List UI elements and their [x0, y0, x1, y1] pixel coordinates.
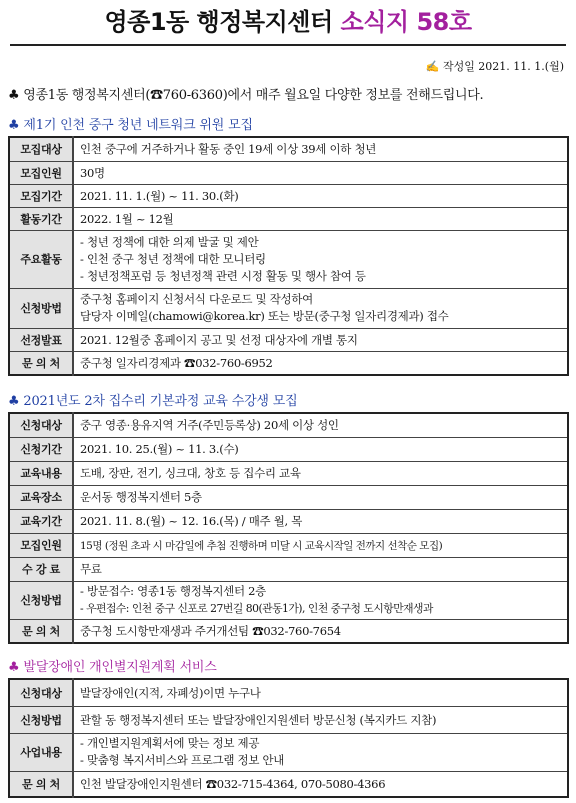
row-value [73, 288, 568, 328]
table-row [9, 619, 568, 643]
row-value [73, 733, 568, 771]
table-row [9, 461, 568, 485]
table-row [9, 679, 568, 706]
club-icon: ♣ [8, 394, 20, 409]
row-value: 30명 [73, 161, 568, 184]
value-line: - 청년 정책에 대한 의제 발굴 및 제안 [80, 234, 259, 249]
row-value: 2021. 12월중 홈페이지 공고 및 선정 대상자에 개별 통지 [73, 328, 568, 351]
row-value: 15명 (정원 초과 시 마감일에 추첨 진행하며 미달 시 교육시작일 전까지 선착순 모집) [73, 533, 568, 557]
intro-line [8, 84, 570, 103]
row-value [73, 581, 568, 619]
row-label: 문 의 처 [9, 619, 73, 643]
row-label: 사업내용 [9, 733, 73, 771]
table-row [9, 207, 568, 230]
table-row [9, 771, 568, 797]
date-text: 작성일 2021. 11. 1.(월) [442, 60, 564, 73]
row-value: 인천 발달장애인지원센터 ☎032-715-4364, 070-5080-4366 [73, 771, 568, 797]
row-label: 수 강 료 [9, 557, 73, 581]
row-value: 관할 동 행정복지센터 또는 발달장애인지원센터 방문신청 (복지카드 지참) [73, 706, 568, 733]
table-row [9, 557, 568, 581]
table-row [9, 137, 568, 161]
table-row [9, 413, 568, 437]
row-label: 주요활동 [9, 230, 73, 288]
row-label: 신청방법 [9, 706, 73, 733]
row-label: 신청대상 [9, 679, 73, 706]
table-row [9, 485, 568, 509]
section-title: 발달장애인 개인별지원계획 서비스 [23, 660, 217, 675]
section-2-table [8, 412, 569, 644]
row-value: 중구청 도시항만재생과 주거개선팀 ☎032-760-7654 [73, 619, 568, 643]
row-value: 2021. 11. 1.(월) ~ 11. 30.(화) [73, 184, 568, 207]
row-label: 모집기간 [9, 184, 73, 207]
section-1-heading [8, 114, 253, 133]
value-line: - 청년정책포럼 등 청년정책 관련 시정 활동 및 행사 참여 등 [80, 268, 366, 283]
table-row [9, 706, 568, 733]
row-value: 2022. 1월 ~ 12월 [73, 207, 568, 230]
value-line: - 우편접수: 인천 중구 신포로 27번길 80(관동1가), 인천 중구청 도시항만재생과 [80, 602, 433, 615]
pen-icon: ✍ [425, 60, 440, 73]
table-row [9, 733, 568, 771]
page-title [10, 2, 566, 42]
value-line: 중구청 홈페이지 신청서식 다운로드 및 작성하여 [80, 292, 313, 306]
value-line: - 방문접수: 영종1동 행정복지센터 2층 [80, 584, 266, 598]
row-value: 2021. 11. 8.(월) ~ 12. 16.(목) / 매주 월, 목 [73, 509, 568, 533]
table-row [9, 437, 568, 461]
row-value: 운서동 행정복지센터 5층 [73, 485, 568, 509]
row-label: 신청기간 [9, 437, 73, 461]
row-value: 중구 영종·용유지역 거주(주민등록상) 20세 이상 성인 [73, 413, 568, 437]
row-label: 교육기간 [9, 509, 73, 533]
table-row [9, 581, 568, 619]
row-label: 활동기간 [9, 207, 73, 230]
row-label: 모집인원 [9, 533, 73, 557]
table-row [9, 288, 568, 328]
intro-text: 영종1동 행정복지센터(☎760-6360)에서 매주 월요일 다양한 정보를 전해드립니다. [23, 88, 484, 103]
row-label: 신청방법 [9, 288, 73, 328]
section-3-table [8, 678, 569, 798]
row-value [73, 230, 568, 288]
title-accent: 소식지 58호 [340, 8, 472, 36]
row-label: 모집대상 [9, 137, 73, 161]
club-icon: ♣ [8, 660, 20, 675]
table-row [9, 351, 568, 375]
row-value: 도배, 장판, 전기, 싱크대, 창호 등 집수리 교육 [73, 461, 568, 485]
club-icon: ♣ [8, 118, 20, 133]
row-value: 중구청 일자리경제과 ☎032-760-6952 [73, 351, 568, 375]
row-label: 신청방법 [9, 581, 73, 619]
section-1-table [8, 136, 569, 376]
row-value: 2021. 10. 25.(월) ~ 11. 3.(수) [73, 437, 568, 461]
table-row [9, 184, 568, 207]
value-line: - 개인별지원계획서에 맞는 정보 제공 [80, 736, 260, 750]
section-3-heading [8, 656, 217, 675]
row-label: 모집인원 [9, 161, 73, 184]
row-label: 문 의 처 [9, 771, 73, 797]
row-value: 인천 중구에 거주하거나 활동 중인 19세 이상 39세 이하 청년 [73, 137, 568, 161]
table-row [9, 328, 568, 351]
club-icon: ♣ [8, 88, 20, 103]
row-value: 무료 [73, 557, 568, 581]
table-row [9, 533, 568, 557]
section-2-heading [8, 390, 297, 409]
date-line [426, 58, 564, 74]
row-label: 문 의 처 [9, 351, 73, 375]
table-row [9, 230, 568, 288]
title-bar [10, 2, 566, 46]
row-label: 교육내용 [9, 461, 73, 485]
table-row [9, 509, 568, 533]
row-value: 발달장애인(지적, 자폐성)이면 누구나 [73, 679, 568, 706]
value-line: - 맞춤형 복지서비스와 프로그램 정보 안내 [80, 753, 285, 767]
section-title: 제1기 인천 중구 청년 네트워크 위원 모집 [23, 118, 253, 133]
row-label: 교육장소 [9, 485, 73, 509]
section-title: 2021년도 2차 집수리 기본과정 교육 수강생 모집 [23, 394, 298, 409]
table-row [9, 161, 568, 184]
value-line: 담당자 이메일(chamowi@korea.kr) 또는 방문(중구청 일자리경제과) 접수 [80, 309, 449, 323]
value-line: - 인천 중구 청년 정책에 대한 모니터링 [80, 251, 266, 266]
row-label: 선정발표 [9, 328, 73, 351]
title-main: 영종1동 행정복지센터 [104, 8, 333, 36]
row-label: 신청대상 [9, 413, 73, 437]
